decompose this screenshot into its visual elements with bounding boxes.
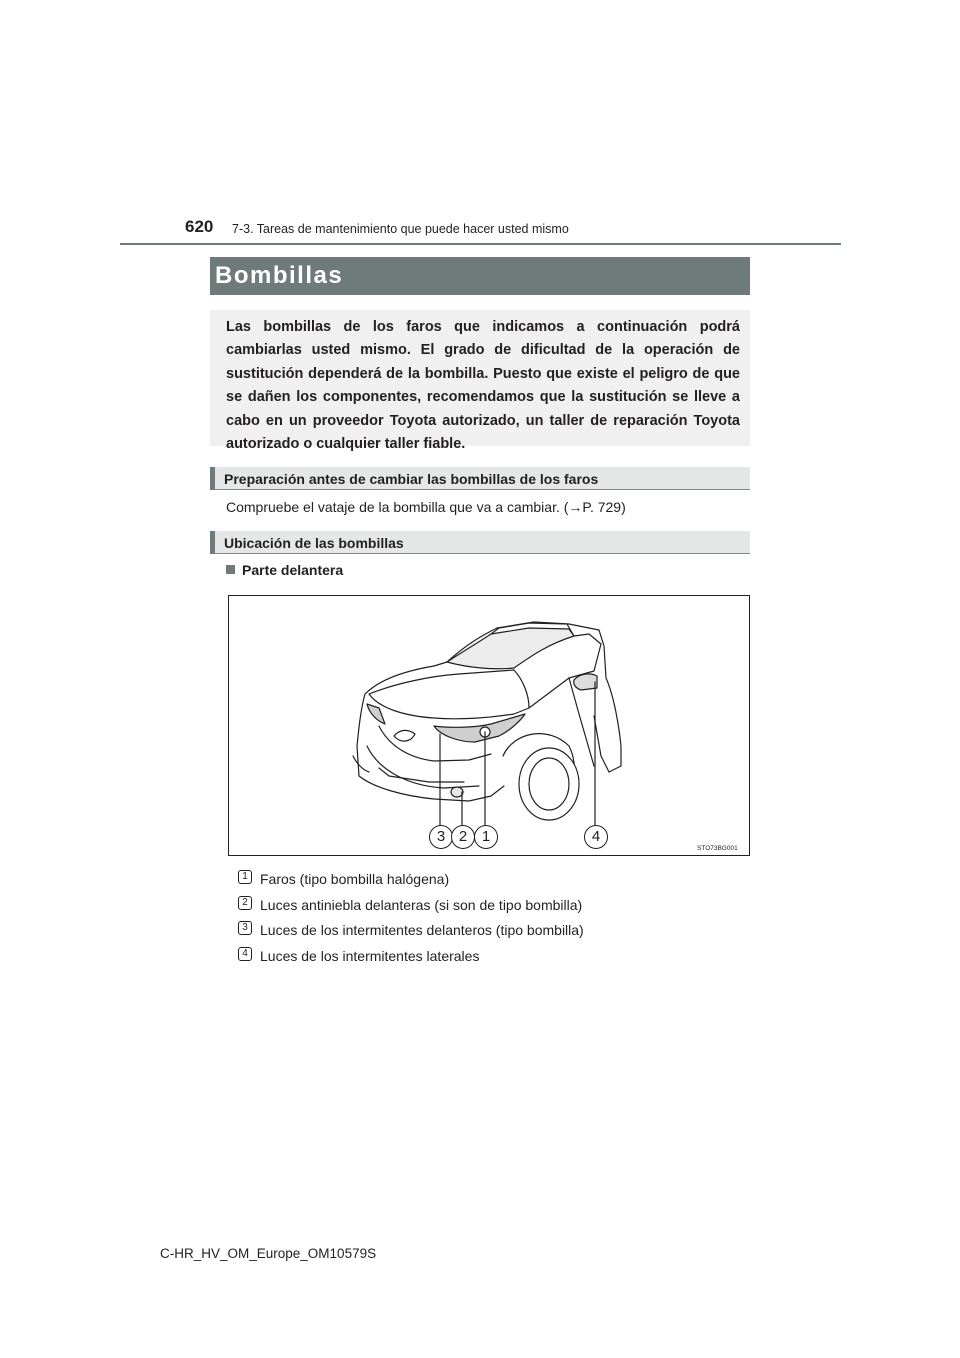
legend-number-badge: 4 [238, 947, 252, 961]
car-front-figure [228, 595, 750, 856]
legend-number-badge: 1 [238, 870, 252, 884]
legend-number-badge: 2 [238, 896, 252, 910]
callout-1: 1 [474, 825, 498, 849]
callout-2: 2 [451, 825, 475, 849]
callout-4: 4 [584, 825, 608, 849]
section-heading-location [210, 531, 750, 554]
legend-text: Luces de los intermitentes delanteros (tipo bombilla) [260, 922, 584, 938]
page-title: Bombillas [215, 262, 344, 289]
section-heading-label: Ubicación de las bombillas [224, 535, 404, 551]
section-accent [210, 531, 215, 554]
chapter-title: 7-3. Tareas de mantenimiento que puede hacer usted mismo [232, 222, 569, 236]
subheading-front [226, 562, 343, 578]
figure-code: STO73BG001 [697, 845, 738, 852]
section-accent [210, 467, 215, 490]
legend-text: Faros (tipo bombilla halógena) [260, 871, 450, 887]
section-heading-label: Preparación antes de cambiar las bombillas de los faros [224, 471, 599, 487]
header-divider [120, 243, 841, 245]
preparation-text: Compruebe el vataje de la bombilla que va a cambiar. (→P. 729) [226, 499, 626, 515]
square-bullet-icon [226, 565, 235, 574]
intro-text: Las bombillas de los faros que indicamos a continuación podrá cambiarlas usted mismo. El grado de dificultad de la operación de sustitución dependerá de la bombilla. Puesto que existe el peligro de que se dañen los componentes, recomendamos que la sustitución se lleve a cabo en un proveedor Toyota autorizado, un taller de reparación Toyota autorizado o cualquier taller fiable. [226, 319, 740, 453]
legend-text: Luces de los intermitentes laterales [260, 948, 480, 964]
legend-number-badge: 3 [238, 921, 252, 935]
page-number: 620 [185, 217, 214, 236]
subheading-front-label: Parte delantera [242, 562, 344, 578]
footer-doc-code: C-HR_HV_OM_Europe_OM10579S [160, 1246, 377, 1261]
callout-3: 3 [429, 825, 453, 849]
section-heading-preparation [210, 467, 750, 490]
car-front-illustration-icon [229, 596, 749, 855]
legend-text: Luces antiniebla delanteras (si son de tipo bombilla) [260, 897, 583, 913]
